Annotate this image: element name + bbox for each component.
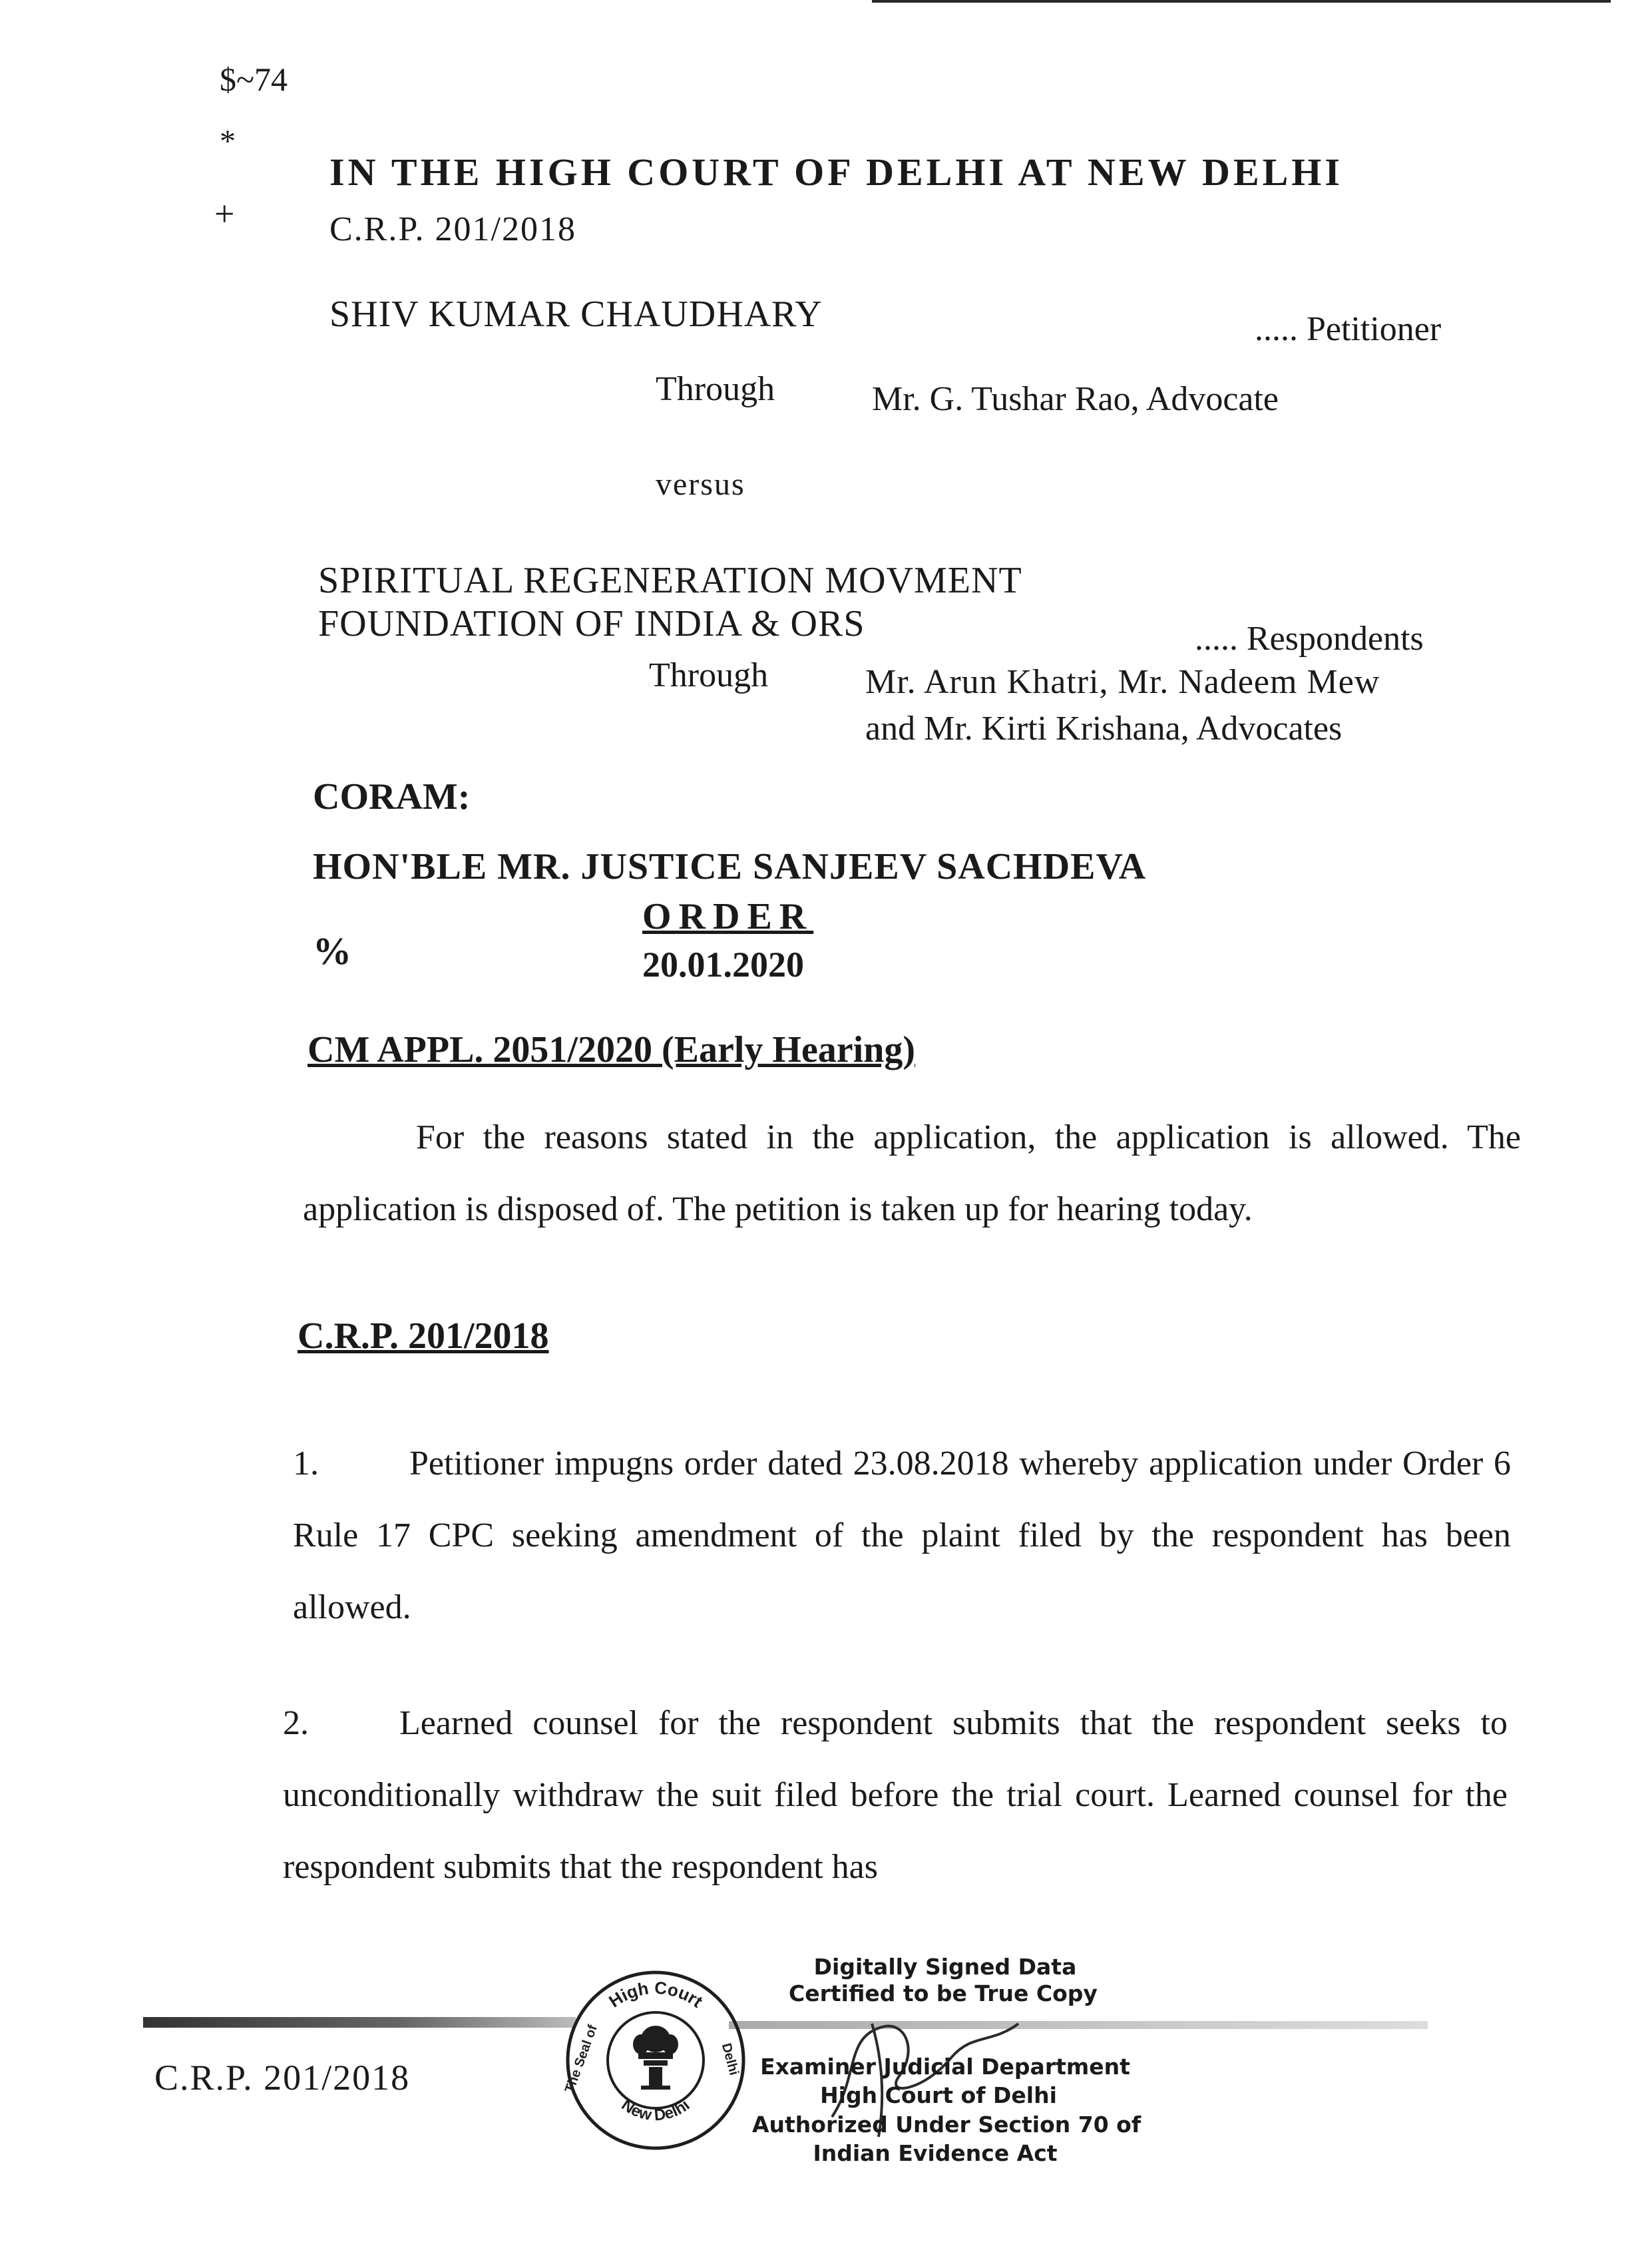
judge-name: HON'BLE MR. JUSTICE SANJEEV SACHDEVA bbox=[313, 846, 1147, 887]
seal-left-text: The Seal of bbox=[562, 2023, 600, 2095]
cm-appl-heading: CM APPL. 2051/2020 (Early Hearing) bbox=[308, 1029, 916, 1070]
percent-mark: % bbox=[313, 929, 351, 973]
crp-heading: C.R.P. 201/2018 bbox=[298, 1315, 549, 1357]
case-code: $~74 bbox=[220, 61, 288, 98]
paragraph-text: Petitioner impugns order dated 23.08.2018 whereby application under Order 6 Rule 17 CPC seeking amendment of the plaint filed by the respondent has been allowed. bbox=[293, 1445, 1511, 1626]
svg-text:High Court bbox=[605, 1978, 706, 2012]
order-title: ORDER bbox=[642, 896, 814, 937]
petitioner-counsel: Mr. G. Tushar Rao, Advocate bbox=[872, 380, 1279, 418]
respondent-name-line2: FOUNDATION OF INDIA & ORS bbox=[318, 603, 865, 644]
svg-text:New Delhi bbox=[618, 2096, 694, 2124]
case-number: C.R.P. 201/2018 bbox=[329, 210, 576, 248]
coram-label: CORAM: bbox=[313, 776, 471, 817]
top-rule bbox=[872, 0, 1611, 3]
cert-line-2: Certified to be True Copy bbox=[789, 1980, 1098, 2006]
cert-line-1: Digitally Signed Data bbox=[813, 1954, 1077, 1980]
respondent-counsel-line1: Mr. Arun Khatri, Mr. Nadeem Mew bbox=[865, 663, 1380, 701]
petitioner-role: ..... Petitioner bbox=[1255, 310, 1442, 348]
respondent-role: ..... Respondents bbox=[1195, 620, 1424, 658]
plus-mark: + bbox=[214, 194, 235, 234]
paragraph-2 bbox=[283, 1688, 1508, 1903]
petitioner-through-label: Through bbox=[656, 370, 775, 408]
cert-line-5: Authorized Under Section 70 of bbox=[752, 2112, 1141, 2138]
seal-bottom-text: New Delhi bbox=[618, 2096, 694, 2125]
lion-capital-emblem-icon bbox=[633, 2026, 678, 2090]
cm-appl-text: For the reasons stated in the application, the application is allowed. The application is disposed of. The petition is taken up for hearing today. bbox=[303, 1118, 1521, 1228]
respondent-counsel-line2: and Mr. Kirti Krishana, Advocates bbox=[865, 710, 1342, 748]
order-date: 20.01.2020 bbox=[642, 945, 804, 985]
petitioner-name: SHIV KUMAR CHAUDHARY bbox=[329, 294, 823, 335]
footer-case-number: C.R.P. 201/2018 bbox=[154, 2058, 411, 2098]
footer-rule-left bbox=[143, 2017, 576, 2028]
court-seal bbox=[562, 1967, 749, 2154]
court-title: IN THE HIGH COURT OF DELHI AT NEW DELHI bbox=[329, 150, 1343, 194]
respondent-through-label: Through bbox=[649, 656, 769, 694]
star-mark: * bbox=[220, 124, 236, 159]
cert-line-4: High Court of Delhi bbox=[820, 2082, 1057, 2108]
cert-line-6: Indian Evidence Act bbox=[813, 2140, 1058, 2166]
seal-right-text: Delhi bbox=[718, 2041, 741, 2077]
versus-label: versus bbox=[656, 467, 745, 502]
cert-line-3: Examiner Judicial Department bbox=[760, 2054, 1130, 2080]
seal-top-text: High Court bbox=[605, 1977, 707, 2012]
respondent-name-line1: SPIRITUAL REGENERATION MOVMENT bbox=[318, 560, 1022, 601]
paragraph-number: 1. bbox=[293, 1445, 319, 1482]
paragraph-text: Learned counsel for the respondent submits that the respondent seeks to unconditionally withdraw the suit filed before the trial court. Learned counsel for the respondent submits that the respondent has bbox=[283, 1704, 1508, 1886]
paragraph-number: 2. bbox=[283, 1704, 309, 1742]
paragraph-1 bbox=[293, 1428, 1511, 1644]
